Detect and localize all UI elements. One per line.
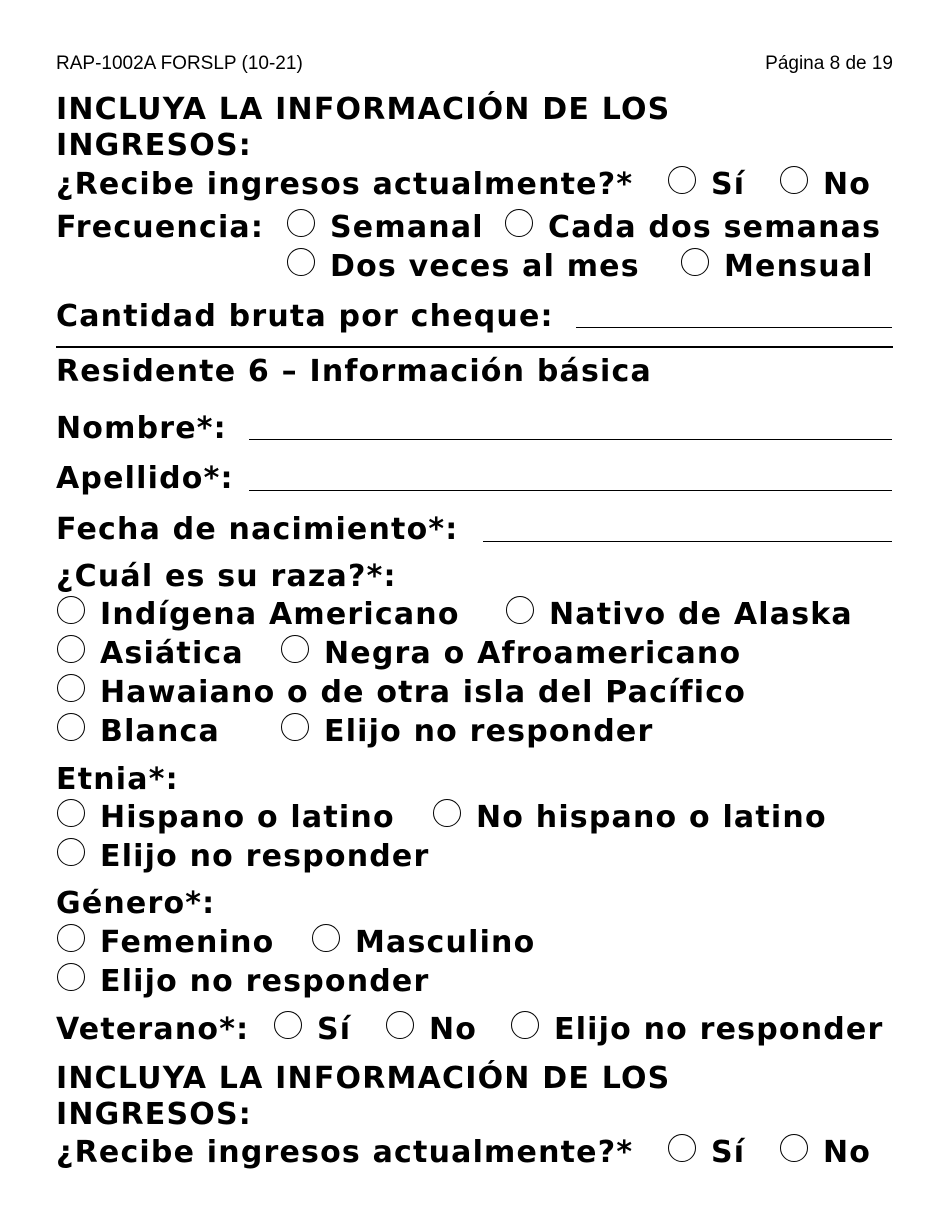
last-name-field[interactable] — [249, 490, 892, 491]
ethnicity-hispanic-label: Hispano o latino — [100, 800, 395, 835]
gross-amount-field[interactable] — [576, 327, 892, 328]
resident-6-title: Residente 6 – Información básica — [56, 354, 652, 389]
ethnicity-decline-radio[interactable] — [57, 838, 85, 866]
last-name-label: Apellido*: — [56, 461, 234, 496]
race-decline-label: Elijo no responder — [324, 714, 654, 749]
gender-female-radio[interactable] — [57, 924, 85, 952]
gender-decline-label: Elijo no responder — [100, 964, 430, 999]
race-black-radio[interactable] — [281, 635, 309, 663]
veteran-decline-label: Elijo no responder — [554, 1012, 884, 1047]
form-id: RAP-1002A FORSLP (10-21) — [56, 53, 303, 74]
ethnicity-hispanic-radio[interactable] — [57, 799, 85, 827]
receives-income-question-2: ¿Recibe ingresos actualmente?* — [56, 1135, 634, 1170]
ethnicity-non-hispanic-label: No hispano o latino — [476, 800, 827, 835]
gender-male-radio[interactable] — [312, 924, 340, 952]
ethnicity-label: Etnia*: — [56, 762, 179, 797]
race-native-american-radio[interactable] — [57, 596, 85, 624]
income-2-no-label: No — [823, 1135, 872, 1170]
freq-monthly-radio[interactable] — [681, 248, 709, 276]
income-yes-radio[interactable] — [668, 166, 696, 194]
income-2-yes-radio[interactable] — [668, 1134, 696, 1162]
first-name-label: Nombre*: — [56, 411, 227, 446]
income-heading-line1: INCLUYA LA INFORMACIÓN DE LOS — [56, 92, 671, 127]
veteran-yes-radio[interactable] — [274, 1011, 302, 1039]
ethnicity-non-hispanic-radio[interactable] — [433, 799, 461, 827]
income-no-radio[interactable] — [780, 166, 808, 194]
race-asian-label: Asiática — [100, 636, 244, 671]
dob-label: Fecha de nacimiento*: — [56, 512, 459, 547]
freq-semimonthly-label: Dos veces al mes — [330, 249, 640, 284]
gender-decline-radio[interactable] — [57, 963, 85, 991]
race-decline-radio[interactable] — [281, 713, 309, 741]
page-number: Página 8 de 19 — [765, 53, 893, 74]
ethnicity-decline-label: Elijo no responder — [100, 839, 430, 874]
race-alaska-native-radio[interactable] — [506, 596, 534, 624]
race-native-american-label: Indígena Americano — [100, 597, 460, 632]
income-yes-label: Sí — [711, 167, 746, 202]
race-asian-radio[interactable] — [57, 635, 85, 663]
race-black-label: Negra o Afroamericano — [324, 636, 742, 671]
dob-field[interactable] — [483, 541, 892, 542]
freq-biweekly-label: Cada dos semanas — [548, 210, 882, 245]
race-question: ¿Cuál es su raza?*: — [56, 559, 397, 594]
income-2-no-radio[interactable] — [780, 1134, 808, 1162]
gender-female-label: Femenino — [100, 925, 275, 960]
gender-label: Género*: — [56, 886, 216, 921]
section-divider — [56, 346, 893, 348]
veteran-label: Veterano*: — [56, 1012, 250, 1047]
freq-biweekly-radio[interactable] — [505, 209, 533, 237]
freq-semimonthly-radio[interactable] — [287, 248, 315, 276]
frequency-label: Frecuencia: — [56, 210, 265, 245]
race-white-label: Blanca — [100, 714, 220, 749]
race-alaska-native-label: Nativo de Alaska — [549, 597, 853, 632]
freq-weekly-label: Semanal — [330, 210, 484, 245]
income-2-yes-label: Sí — [711, 1135, 746, 1170]
veteran-yes-label: Sí — [317, 1012, 352, 1047]
freq-monthly-label: Mensual — [724, 249, 874, 284]
first-name-field[interactable] — [249, 439, 892, 440]
race-white-radio[interactable] — [57, 713, 85, 741]
gross-amount-label: Cantidad bruta por cheque: — [56, 299, 554, 334]
income-heading-line2: INGRESOS: — [56, 128, 253, 163]
income-heading-2-line1: INCLUYA LA INFORMACIÓN DE LOS — [56, 1061, 671, 1096]
veteran-no-radio[interactable] — [386, 1011, 414, 1039]
freq-weekly-radio[interactable] — [287, 209, 315, 237]
income-no-label: No — [823, 167, 872, 202]
race-hawaiian-label: Hawaiano o de otra isla del Pacífico — [100, 675, 747, 710]
veteran-decline-radio[interactable] — [511, 1011, 539, 1039]
veteran-no-label: No — [429, 1012, 478, 1047]
race-hawaiian-radio[interactable] — [57, 674, 85, 702]
income-heading-2-line2: INGRESOS: — [56, 1097, 253, 1132]
gender-male-label: Masculino — [355, 925, 536, 960]
receives-income-question: ¿Recibe ingresos actualmente?* — [56, 167, 634, 202]
